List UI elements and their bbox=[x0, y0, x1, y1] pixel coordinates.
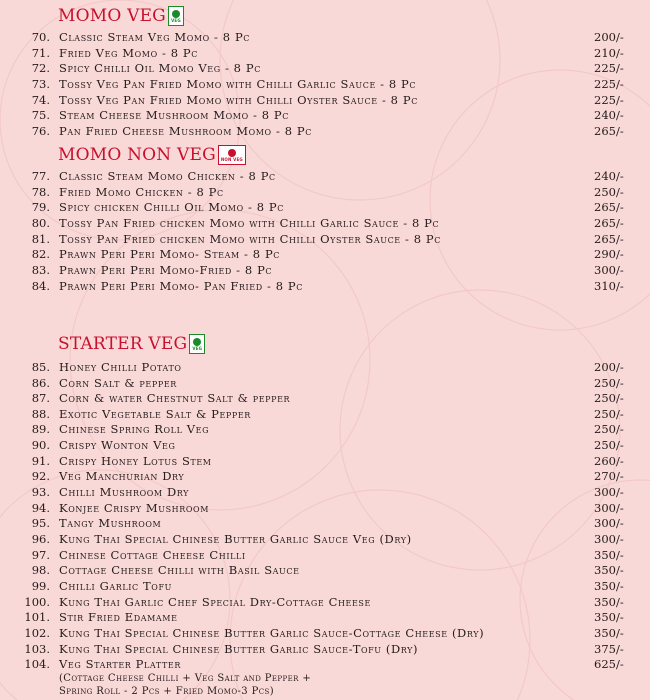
list-item bbox=[0, 107, 650, 123]
list-item bbox=[0, 594, 650, 610]
item-description: (Cottage Cheese Chilli + Veg Salt and Pepper + bbox=[59, 673, 312, 684]
item-number: 85. bbox=[31, 360, 50, 374]
item-name: Tossy Pan Fried chicken Momo with Chilli Garlic Sauce - 8 Pc bbox=[59, 216, 440, 230]
section-title: MOMO VEG bbox=[58, 6, 166, 26]
section-heading bbox=[58, 4, 184, 28]
list-item bbox=[0, 578, 650, 594]
item-number: 80. bbox=[31, 216, 50, 230]
item-price: 300/- bbox=[594, 501, 624, 515]
item-price: 300/- bbox=[594, 516, 624, 530]
item-price: 250/- bbox=[594, 422, 624, 436]
veg-badge-label: VEG bbox=[192, 346, 203, 351]
item-number: 89. bbox=[31, 422, 50, 436]
item-price: 300/- bbox=[594, 485, 624, 499]
item-name: Crispy Wonton Veg bbox=[59, 438, 176, 452]
list-item bbox=[0, 406, 650, 422]
item-name: Tossy Pan Fried chicken Momo with Chilli Oyster Sauce - 8 Pc bbox=[59, 232, 441, 246]
item-price: 265/- bbox=[594, 200, 624, 214]
list-item bbox=[0, 215, 650, 231]
item-number: 72. bbox=[31, 61, 50, 75]
item-name: Veg Starter Platter bbox=[59, 657, 181, 671]
item-number: 91. bbox=[31, 454, 50, 468]
item-price: 225/- bbox=[594, 93, 624, 107]
list-item bbox=[0, 390, 650, 406]
item-price: 265/- bbox=[594, 216, 624, 230]
item-number: 98. bbox=[31, 563, 50, 577]
item-name: Stir Fried Edamame bbox=[59, 610, 178, 624]
list-item bbox=[0, 531, 650, 547]
item-name: Tossy Veg Pan Fried Momo with Chilli Oyster Sauce - 8 Pc bbox=[59, 93, 418, 107]
item-number: 73. bbox=[31, 77, 50, 91]
item-number: 75. bbox=[31, 108, 50, 122]
section-heading bbox=[58, 332, 205, 356]
item-price: 200/- bbox=[594, 30, 624, 44]
list-item bbox=[0, 278, 650, 294]
item-number: 78. bbox=[31, 185, 50, 199]
list-item bbox=[0, 656, 650, 672]
item-price: 200/- bbox=[594, 360, 624, 374]
item-name: Spicy Chilli Oil Momo Veg - 8 Pc bbox=[59, 61, 261, 75]
item-number: 101. bbox=[24, 610, 50, 624]
list-item bbox=[0, 231, 650, 247]
item-name: Chilli Garlic Tofu bbox=[59, 579, 172, 593]
item-name: Corn Salt & pepper bbox=[59, 376, 177, 390]
item-price: 300/- bbox=[594, 263, 624, 277]
list-item bbox=[0, 60, 650, 76]
item-price: 250/- bbox=[594, 185, 624, 199]
item-name: Kung Thai Garlic Chef Special Dry-Cottage Cheese bbox=[59, 595, 371, 609]
item-price: 350/- bbox=[594, 548, 624, 562]
item-price: 250/- bbox=[594, 391, 624, 405]
item-price: 270/- bbox=[594, 469, 624, 483]
veg-badge-label: VEG bbox=[171, 18, 181, 23]
list-item bbox=[0, 359, 650, 375]
item-name: Steam Cheese Mushroom Momo - 8 Pc bbox=[59, 108, 289, 122]
veg-icon bbox=[168, 6, 184, 26]
item-price: 250/- bbox=[594, 376, 624, 390]
non-veg-badge-label: NON VEG bbox=[220, 157, 243, 162]
item-number: 96. bbox=[31, 532, 50, 546]
item-price: 290/- bbox=[594, 247, 624, 261]
item-number: 70. bbox=[31, 30, 50, 44]
item-name: Spicy chicken Chilli Oil Momo - 8 Pc bbox=[59, 200, 284, 214]
item-name: Tossy Veg Pan Fried Momo with Chilli Garlic Sauce - 8 Pc bbox=[59, 77, 417, 91]
list-item bbox=[0, 562, 650, 578]
item-name: Cottage Cheese Chilli with Basil Sauce bbox=[59, 563, 300, 577]
item-price: 300/- bbox=[594, 532, 624, 546]
item-name: Fried Momo Chicken - 8 Pc bbox=[59, 185, 224, 199]
item-price: 350/- bbox=[594, 595, 624, 609]
item-price: 225/- bbox=[594, 77, 624, 91]
list-item bbox=[0, 199, 650, 215]
item-name: Classic Steam Momo Chicken - 8 Pc bbox=[59, 169, 276, 183]
item-number: 74. bbox=[31, 93, 50, 107]
item-name: Crispy Honey Lotus Stem bbox=[59, 454, 212, 468]
item-name: Kung Thai Special Chinese Butter Garlic Sauce-Tofu (Dry) bbox=[59, 642, 419, 656]
item-number: 76. bbox=[31, 124, 50, 138]
item-name: Corn & water Chestnut Salt & pepper bbox=[59, 391, 291, 405]
item-description: Spring Roll - 2 Pcs + Fried Momo-3 Pcs) bbox=[59, 686, 275, 697]
list-item bbox=[0, 92, 650, 108]
item-name: Prawn Peri Peri Momo-Fried - 8 Pc bbox=[59, 263, 273, 277]
list-item bbox=[0, 123, 650, 139]
item-price: 265/- bbox=[594, 232, 624, 246]
list-item bbox=[0, 641, 650, 657]
item-price: 250/- bbox=[594, 407, 624, 421]
item-number: 90. bbox=[31, 438, 50, 452]
item-number: 99. bbox=[31, 579, 50, 593]
section-title: MOMO NON VEG bbox=[58, 145, 216, 165]
item-name: Honey Chilli Potato bbox=[59, 360, 182, 374]
item-number: 92. bbox=[31, 469, 50, 483]
item-number: 87. bbox=[31, 391, 50, 405]
list-item bbox=[0, 484, 650, 500]
item-number: 79. bbox=[31, 200, 50, 214]
item-price: 240/- bbox=[594, 108, 624, 122]
list-item bbox=[0, 168, 650, 184]
list-item bbox=[0, 609, 650, 625]
item-name: Konjee Crispy Mushroom bbox=[59, 501, 209, 515]
item-name: Chinese Spring Roll Veg bbox=[59, 422, 210, 436]
item-name: Prawn Peri Peri Momo- Steam - 8 Pc bbox=[59, 247, 281, 261]
item-number: 77. bbox=[31, 169, 50, 183]
item-price: 350/- bbox=[594, 626, 624, 640]
item-price: 210/- bbox=[594, 46, 624, 60]
item-number: 71. bbox=[31, 46, 50, 60]
item-name: Kung Thai Special Chinese Butter Garlic Sauce Veg (Dry) bbox=[59, 532, 412, 546]
item-number: 95. bbox=[31, 516, 50, 530]
item-number: 94. bbox=[31, 501, 50, 515]
non-veg-icon bbox=[218, 145, 246, 165]
list-item bbox=[0, 246, 650, 262]
item-price: 225/- bbox=[594, 61, 624, 75]
list-item bbox=[0, 453, 650, 469]
list-item bbox=[0, 437, 650, 453]
list-item bbox=[0, 184, 650, 200]
list-item bbox=[0, 45, 650, 61]
item-price: 625/- bbox=[594, 657, 624, 671]
item-number: 100. bbox=[24, 595, 50, 609]
item-price: 310/- bbox=[594, 279, 624, 293]
item-name: Chilli Mushroom Dry bbox=[59, 485, 190, 499]
item-number: 104. bbox=[24, 657, 50, 671]
item-price: 375/- bbox=[594, 642, 624, 656]
item-price: 350/- bbox=[594, 610, 624, 624]
item-number: 93. bbox=[31, 485, 50, 499]
list-item bbox=[0, 375, 650, 391]
item-price: 240/- bbox=[594, 169, 624, 183]
item-number: 97. bbox=[31, 548, 50, 562]
veg-icon bbox=[189, 334, 205, 354]
list-item bbox=[0, 625, 650, 641]
item-price: 350/- bbox=[594, 579, 624, 593]
item-number: 82. bbox=[31, 247, 50, 261]
item-price: 350/- bbox=[594, 563, 624, 577]
list-item bbox=[0, 76, 650, 92]
item-name: Pan Fried Cheese Mushroom Momo - 8 Pc bbox=[59, 124, 312, 138]
list-item bbox=[0, 262, 650, 278]
item-price: 250/- bbox=[594, 438, 624, 452]
item-name: Classic Steam Veg Momo - 8 Pc bbox=[59, 30, 251, 44]
item-price: 265/- bbox=[594, 124, 624, 138]
item-number: 102. bbox=[24, 626, 50, 640]
list-item bbox=[0, 515, 650, 531]
item-name: Fried Veg Momo - 8 Pc bbox=[59, 46, 198, 60]
list-item bbox=[0, 547, 650, 563]
item-number: 88. bbox=[31, 407, 50, 421]
list-item bbox=[0, 29, 650, 45]
list-item bbox=[0, 421, 650, 437]
item-number: 86. bbox=[31, 376, 50, 390]
section-title: STARTER VEG bbox=[58, 334, 188, 354]
list-item bbox=[0, 468, 650, 484]
section-heading bbox=[58, 143, 246, 167]
item-name: Chinese Cottage Cheese Chilli bbox=[59, 548, 246, 562]
item-number: 81. bbox=[31, 232, 50, 246]
item-price: 260/- bbox=[594, 454, 624, 468]
item-name: Veg Manchurian Dry bbox=[59, 469, 185, 483]
item-name: Tangy Mushroom bbox=[59, 516, 162, 530]
item-number: 83. bbox=[31, 263, 50, 277]
item-name: Prawn Peri Peri Momo- Pan Fried - 8 Pc bbox=[59, 279, 303, 293]
list-item bbox=[0, 500, 650, 516]
item-number: 103. bbox=[24, 642, 50, 656]
item-name: Exotic Vegetable Salt & Pepper bbox=[59, 407, 251, 421]
item-name: Kung Thai Special Chinese Butter Garlic Sauce-Cottage Cheese (Dry) bbox=[59, 626, 485, 640]
item-number: 84. bbox=[31, 279, 50, 293]
